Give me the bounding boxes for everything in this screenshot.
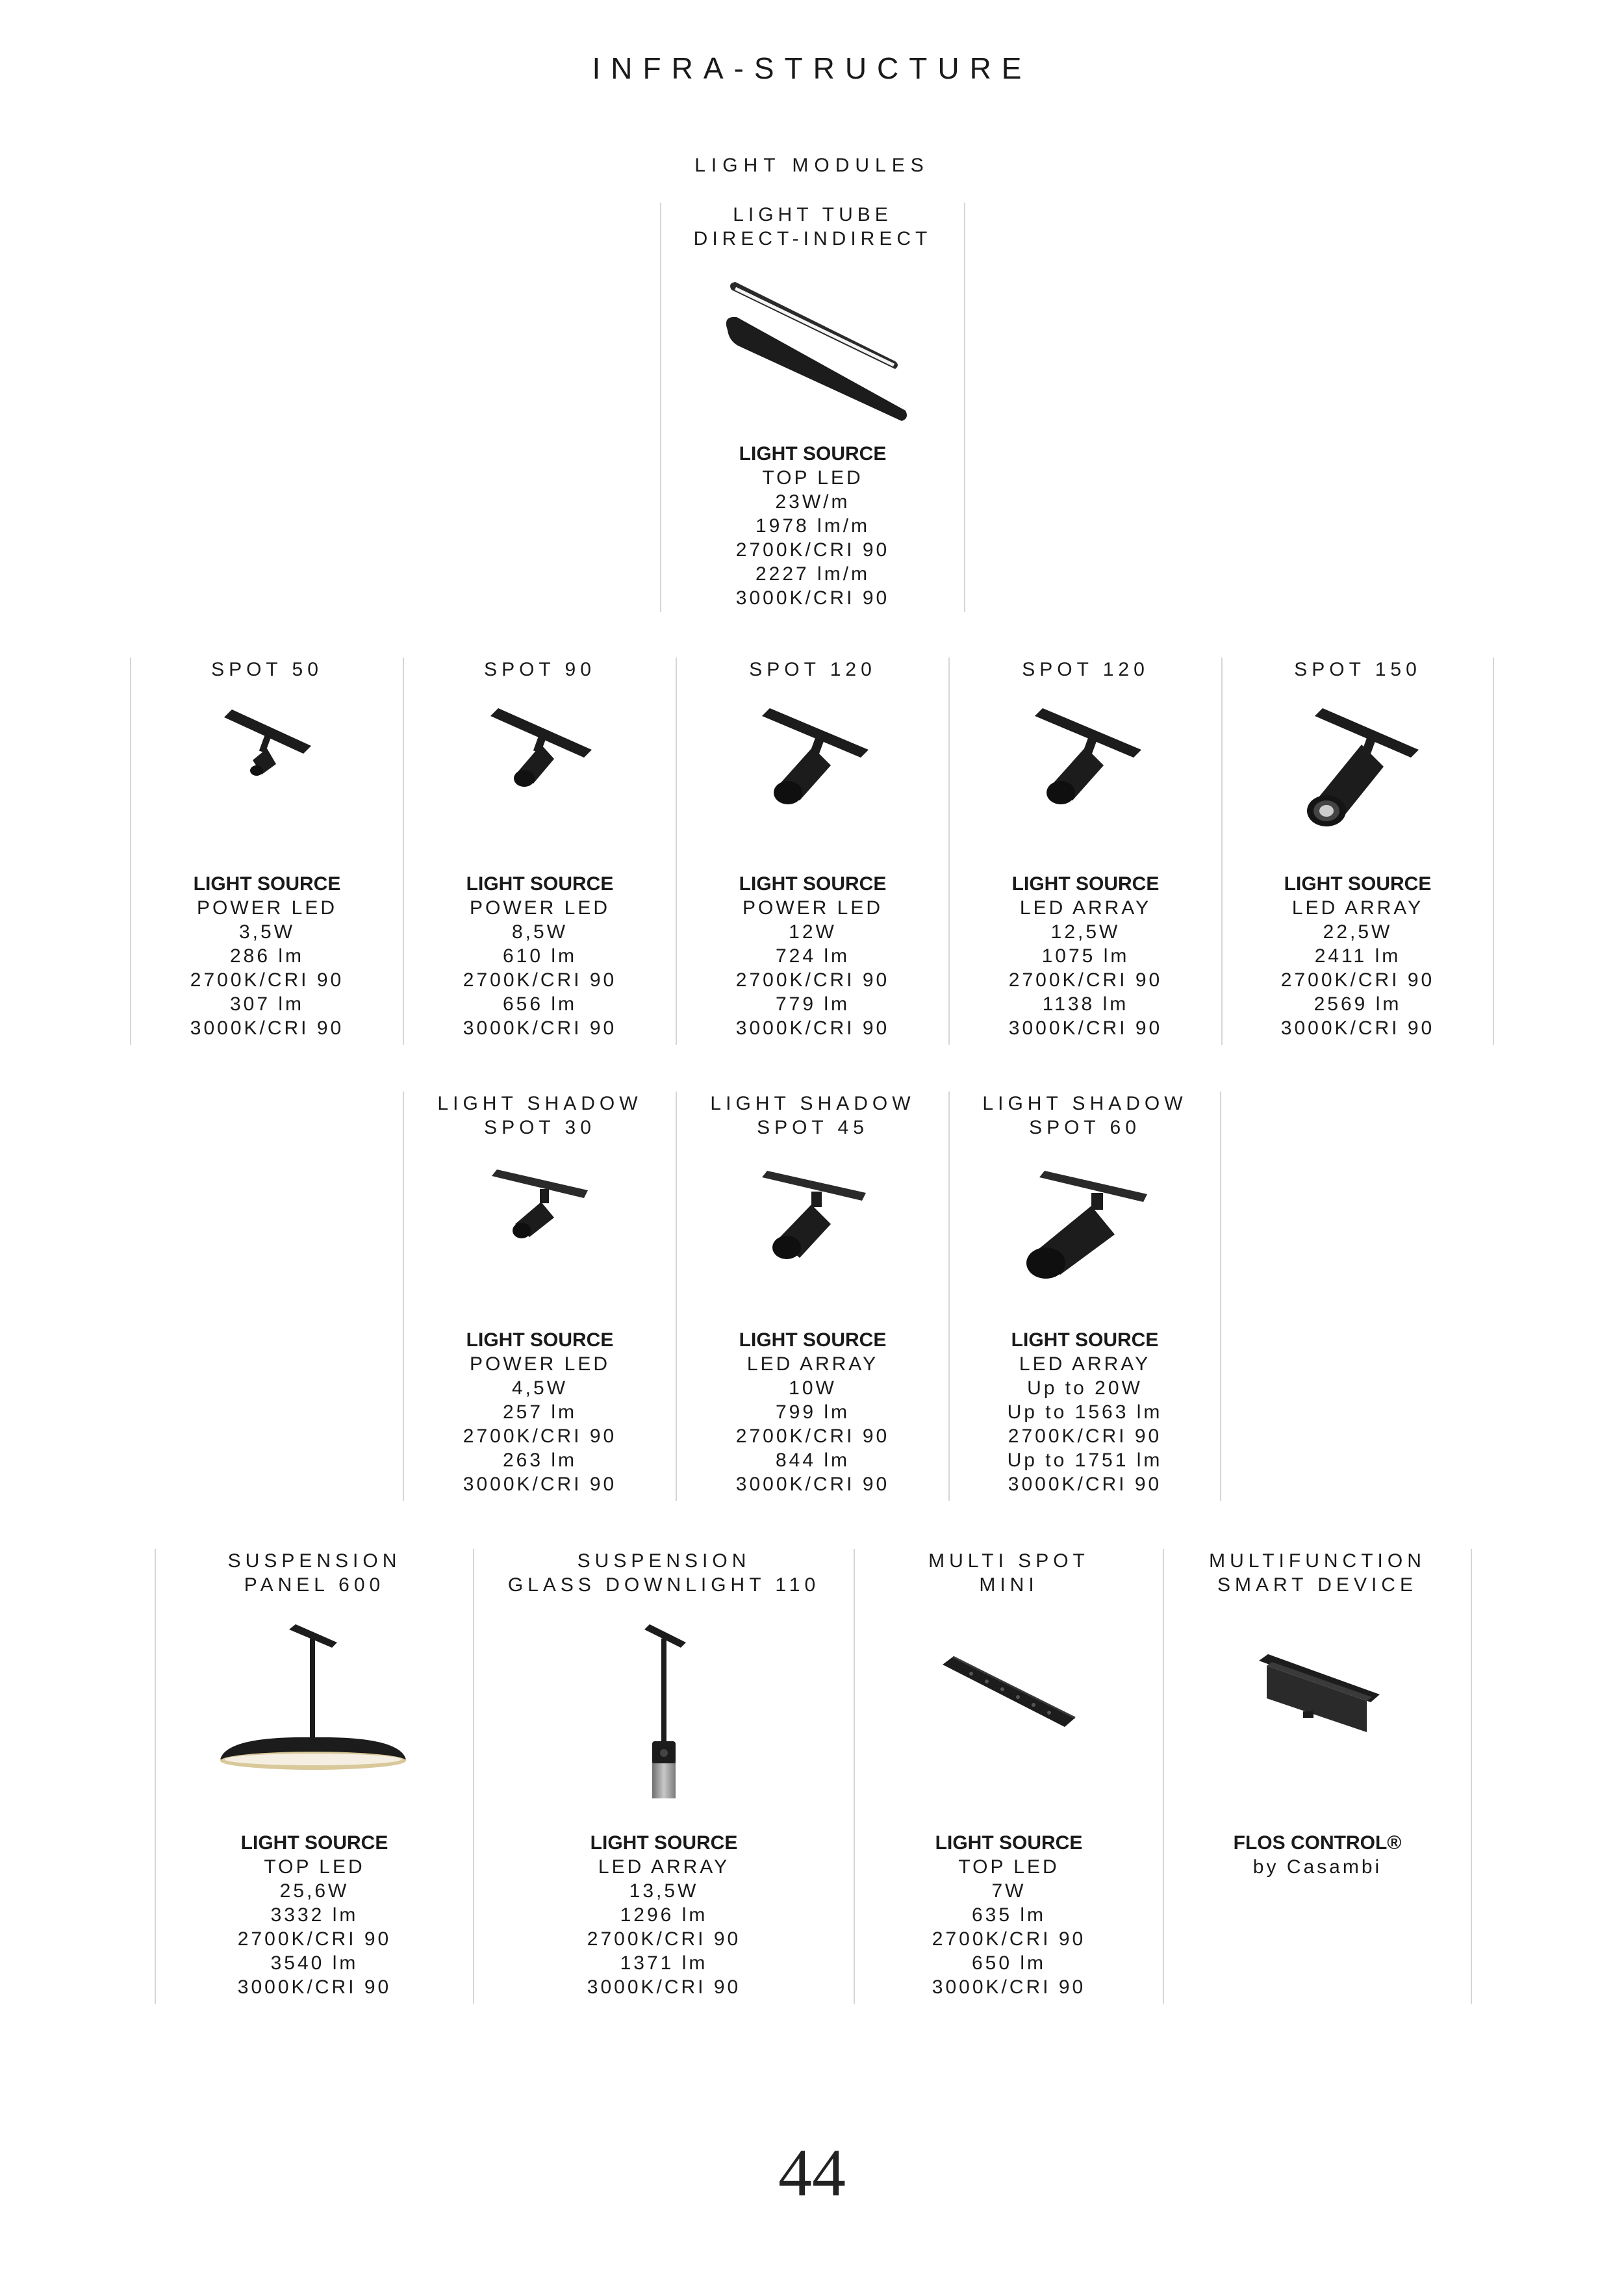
product-name: SPOT 50 xyxy=(211,659,323,680)
product-specs: LIGHT SOURCE POWER LED 4,5W 257 lm 2700K/CRI 90 263 lm 3000K/CRI 90 xyxy=(463,1329,617,1495)
product-cell-light-shadow-45 xyxy=(676,1092,948,1501)
product-cell-light-shadow-60 xyxy=(948,1092,1221,1501)
product-name: SPOT 90 xyxy=(484,659,596,680)
product-cell-spot-120-a xyxy=(676,658,948,1045)
shadow-spot-icon xyxy=(754,1163,871,1267)
spot-icon xyxy=(748,703,878,820)
multi-spot-icon xyxy=(937,1646,1080,1737)
light-tube-icon xyxy=(712,274,913,430)
spot-large-icon xyxy=(1293,703,1423,833)
product-name: LIGHT SHADOW SPOT 60 xyxy=(982,1093,1187,1138)
product-name: MULTI SPOT MINI xyxy=(928,1550,1089,1596)
product-cell-light-tube xyxy=(660,203,965,612)
product-specs: LIGHT SOURCE LED ARRAY 12,5W 1075 lm 2700K/CRI 90 1138 lm 3000K/CRI 90 xyxy=(1008,873,1163,1039)
product-specs: LIGHT SOURCE TOP LED 23W/m 1978 lm/m 2700K/CRI 90 2227 lm/m 3000K/CRI 90 xyxy=(735,443,890,609)
product-name: SUSPENSION PANEL 600 xyxy=(227,1550,401,1596)
spot-icon xyxy=(481,703,598,807)
page-title: INFRA-STRUCTURE xyxy=(592,51,1032,85)
product-name: SPOT 120 xyxy=(749,659,876,680)
page-number: 44 xyxy=(778,2136,846,2210)
product-cell-suspension-panel-600 xyxy=(155,1549,473,2004)
suspension-panel-icon xyxy=(207,1620,422,1789)
product-name: LIGHT SHADOW SPOT 30 xyxy=(437,1093,642,1138)
product-name: SPOT 120 xyxy=(1022,659,1149,680)
smart-device-icon xyxy=(1252,1646,1382,1744)
product-cell-suspension-glass-downlight-110 xyxy=(473,1549,854,2004)
product-cell-spot-90 xyxy=(403,658,676,1045)
section-title: LIGHT MODULES xyxy=(694,155,930,176)
product-cell-multi-spot-mini xyxy=(854,1549,1163,2004)
product-name: LIGHT TUBE DIRECT-INDIRECT xyxy=(693,204,932,249)
glass-downlight-icon xyxy=(618,1620,709,1815)
product-specs: LIGHT SOURCE TOP LED 25,6W 3332 lm 2700K/CRI 90 3540 lm 3000K/CRI 90 xyxy=(237,1832,392,1998)
product-specs: LIGHT SOURCE POWER LED 3,5W 286 lm 2700K/CRI 90 307 lm 3000K/CRI 90 xyxy=(190,873,344,1039)
product-specs: LIGHT SOURCE LED ARRAY 22,5W 2411 lm 2700K/CRI 90 2569 lm 3000K/CRI 90 xyxy=(1280,873,1435,1039)
product-specs: LIGHT SOURCE LED ARRAY 10W 799 lm 2700K/CRI 90 844 lm 3000K/CRI 90 xyxy=(735,1329,890,1495)
product-name: SUSPENSION GLASS DOWNLIGHT 110 xyxy=(507,1550,820,1596)
product-cell-spot-120-b xyxy=(948,658,1221,1045)
product-specs: FLOS CONTROL® by Casambi xyxy=(1233,1832,1402,1878)
shadow-spot-icon xyxy=(1020,1163,1150,1280)
product-specs: LIGHT SOURCE LED ARRAY Up to 20W Up to 1563 lm 2700K/CRI 90 Up to 1751 lm 3000K/CRI 90 xyxy=(1007,1329,1163,1495)
product-cell-spot-150 xyxy=(1221,658,1494,1045)
product-cell-multifunction-smart-device xyxy=(1163,1549,1472,2004)
product-specs: LIGHT SOURCE POWER LED 8,5W 610 lm 2700K/CRI 90 656 lm 3000K/CRI 90 xyxy=(463,873,617,1039)
product-name: SPOT 150 xyxy=(1294,659,1421,680)
product-specs: LIGHT SOURCE POWER LED 12W 724 lm 2700K/CRI 90 779 lm 3000K/CRI 90 xyxy=(735,873,890,1039)
spot-small-icon xyxy=(215,703,319,794)
product-specs: LIGHT SOURCE LED ARRAY 13,5W 1296 lm 2700K/CRI 90 1371 lm 3000K/CRI 90 xyxy=(587,1832,741,1998)
product-name: LIGHT SHADOW SPOT 45 xyxy=(710,1093,915,1138)
shadow-spot-icon xyxy=(488,1163,592,1254)
product-cell-spot-50 xyxy=(130,658,403,1045)
spot-icon xyxy=(1021,703,1150,820)
product-specs: LIGHT SOURCE TOP LED 7W 635 lm 2700K/CRI 90 650 lm 3000K/CRI 90 xyxy=(932,1832,1086,1998)
product-cell-light-shadow-30 xyxy=(403,1092,676,1501)
product-name: MULTIFUNCTION SMART DEVICE xyxy=(1209,1550,1426,1596)
